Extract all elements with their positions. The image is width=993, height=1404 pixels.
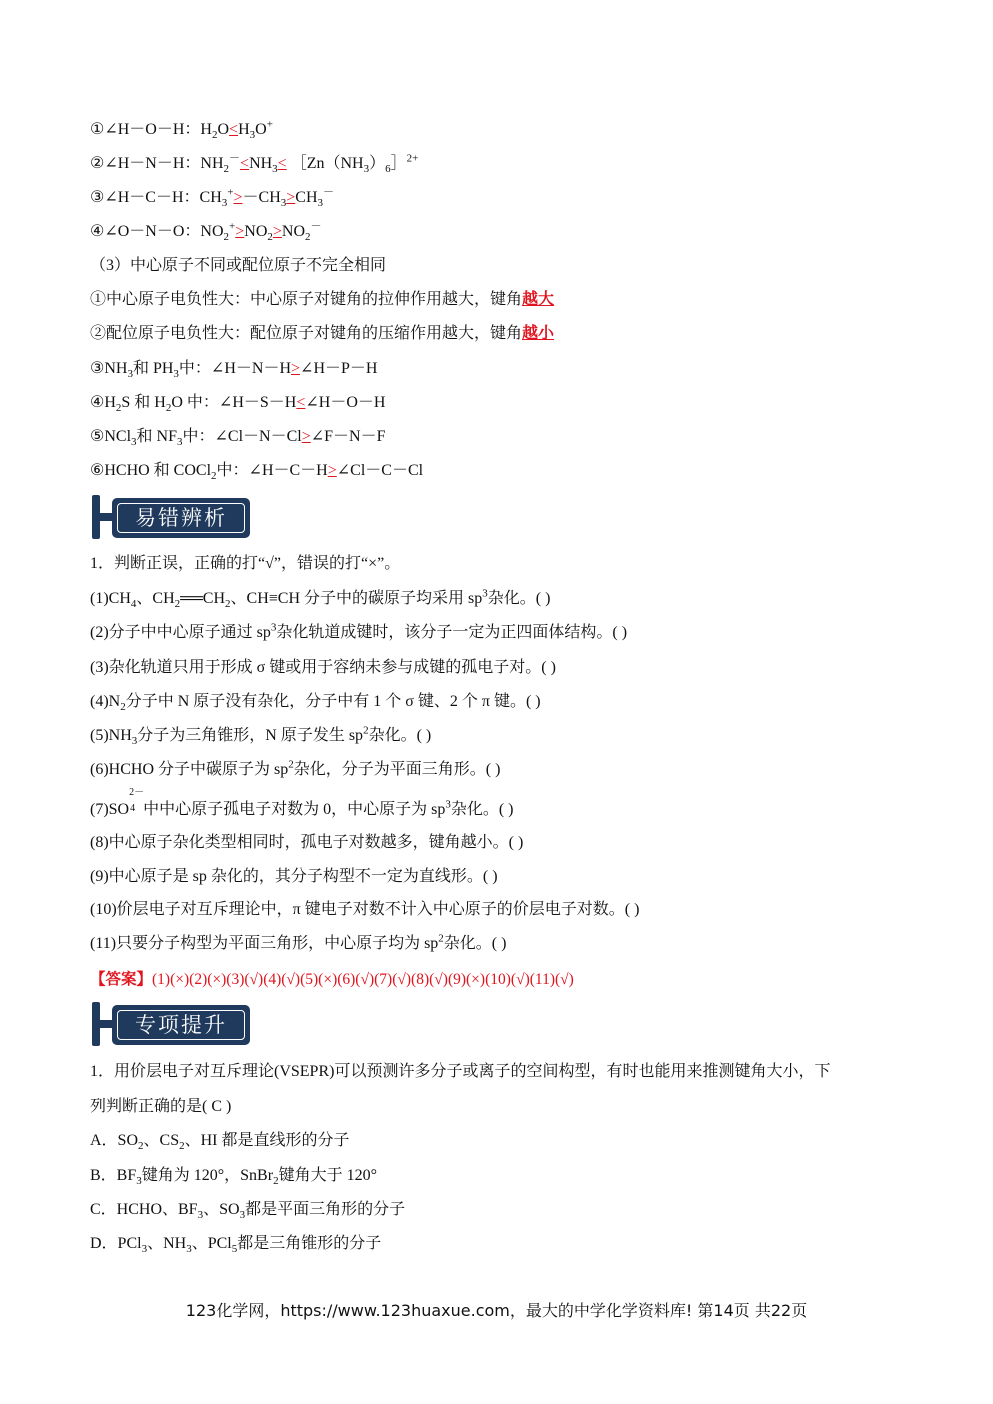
judge-q5: $(5)NH_3$分子为三角锥形，N 原子发生 $sp^2$杂化。( ): [90, 724, 432, 748]
mcq-option-a: A．$SO_2$、$CS_2$、HI 都是直线形的分子: [90, 1132, 350, 1153]
item-ncl3-nf3: ⑤NCl$_3$和 $NF_3$中：∠Cl－N－Cl>∠F－N－F: [90, 428, 386, 449]
judge-q6: (6)HCHO 分子中碳原子为 $sp^2$杂化，分子为平面三角形。( ): [90, 758, 501, 778]
mcq-stem-line2: 列判断正确的是( C ): [90, 1098, 232, 1115]
banner-title: 易错辨析: [117, 503, 245, 533]
judge-q9: (9)中心原子是 sp 杂化的，其分子构型不一定为直线形。( ): [90, 868, 498, 885]
answer-line: [90, 967, 574, 989]
judge-q2: (2)分子中中心原子通过 $sp^3$杂化轨道成键时，该分子一定为正四面体结构。( ): [90, 621, 628, 641]
mcq-option-c: C．HCHO、$BF_3$、$SO_3$都是平面三角形的分子: [90, 1201, 406, 1222]
answer-smaller: 越小: [522, 325, 555, 342]
item-h2s-h2o: $④H_2S$ 和 $H_2O$ 中：∠H－S－H<∠H－O－H: [90, 394, 386, 415]
subsection-heading: （3）中心原子不同或配位原子不完全相同: [90, 257, 387, 274]
judge-intro: 1．判断正误，正确的打“√”，错误的打“×”。: [90, 555, 401, 572]
judge-q4: $(4)N_2$分子中 N 原子没有杂化，分子中有 1 个 σ 键、2 个 π 键。( ): [90, 693, 541, 714]
rule-h-o-h: ①∠H－O－H：$H_2O<H_3O^+$: [90, 118, 273, 142]
judge-q11: (11)只要分子构型为平面三角形，中心原子均为 $sp^2$杂化。( ): [90, 932, 507, 952]
answer-label: 【答案】: [90, 971, 153, 988]
section-banner-special-improvement: [92, 1002, 250, 1046]
mcq-stem-line1: 1．用价层电子对互斥理论(VSEPR)可以预测许多分子或离子的空间构型，有时也能用来推测键角大小，下: [90, 1063, 831, 1080]
answer-larger: 越大: [522, 291, 555, 308]
page-footer: 123化学网，https://www.123huaxue.com，最大的中学化学资料库! 第14页 共22页: [185, 1301, 808, 1320]
item-nh3-ph3: $③NH_3$和 $PH_3$中：∠H－N－H>∠H－P－H: [90, 360, 378, 381]
mcq-option-d: D．PCl$_3$、$NH_3$、PCl$_5$都是三角锥形的分子: [90, 1235, 382, 1256]
judge-q1: $(1)CH_4$、$CH_2══CH_2$、CH≡CH 分子中的碳原子均采用 $sp^3$杂化。( ): [90, 587, 551, 611]
rule-h-c-h: ③∠H－C－H：$CH_3^+>-CH_3>CH_3^-$: [90, 186, 335, 210]
mcq-option-b: B．$BF_3$键角为 120°，SnBr$_2$键角大于 120°: [90, 1167, 377, 1188]
section-banner-common-mistakes: [92, 495, 250, 539]
item-ligand-electronegativity: ②配位原子电负性大：配位原子对键角的压缩作用越大，键角越小: [90, 325, 555, 342]
judge-q10: (10)价层电子对互斥理论中，π 键电子对数不计入中心原子的价层电子对数。( ): [90, 901, 640, 918]
judge-q7: (7)SO 2－ 4 中中心原子孤电子对数为 0，中心原子为 $sp^3$杂化。( ): [90, 787, 514, 818]
item-central-electronegativity: ①中心原子电负性大：中心原子对键角的拉伸作用越大，键角越大: [90, 291, 555, 308]
rule-h-n-h: ②∠H－N－H：$NH_2^-<NH_3<$ $[Zn(NH_3)_6]^{2+}$: [90, 152, 419, 176]
judge-q3: (3)杂化轨道只用于形成 σ 键或用于容纳未参与成键的孤电子对。( ): [90, 659, 556, 676]
banner-title: 专项提升: [117, 1010, 245, 1040]
judge-q8: (8)中心原子杂化类型相同时，孤电子对数越多，键角越小。( ): [90, 834, 524, 851]
answer-text: (1)(×)(2)(×)(3)(√)(4)(√)(5)(×)(6)(√)(7)(√)(8)(√)(9)(×)(10)(√)(11)(√): [152, 971, 574, 988]
item-hcho-cocl2: ⑥HCHO 和 COCl$_2$中：∠H－C－H>∠Cl－C－Cl: [90, 462, 424, 483]
rule-o-n-o: ④∠O－N－O：$NO_2^+>NO_2>NO_2^-$: [90, 220, 322, 244]
